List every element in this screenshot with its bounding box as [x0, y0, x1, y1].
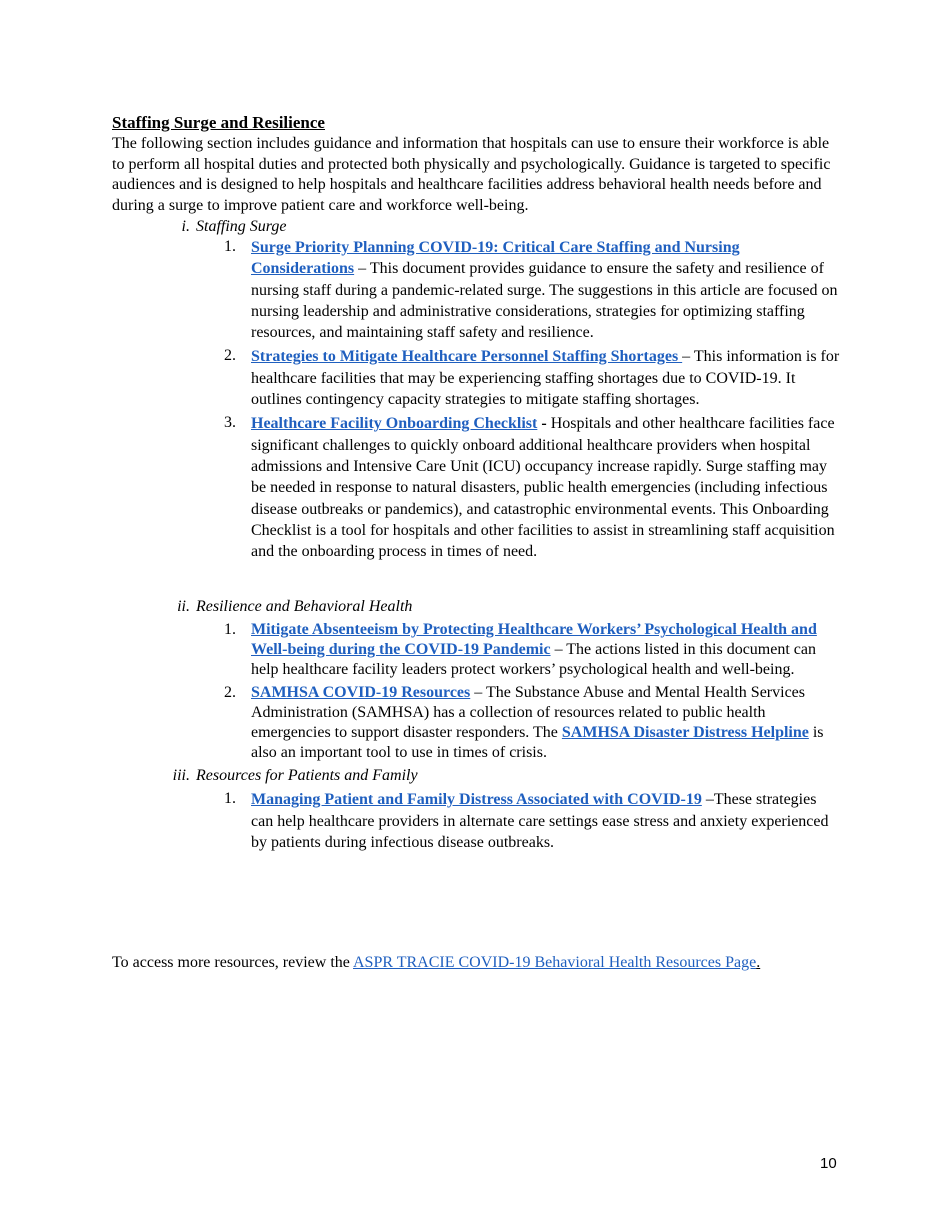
- resource-link[interactable]: SAMHSA COVID-19 Resources: [251, 684, 471, 702]
- item-description: This document provides guidance to ensure the safety and resilience of nursing staff during a pandemic-related surge. The suggestions in this article are focused on nursing leadership and administrative considerations, strategies for optimizing staffing resources, and maintaining staff safety and resilience.: [251, 260, 838, 342]
- list-item: [224, 683, 840, 763]
- section-intro: The following section includes guidance and information that hospitals can use to ensure their workforce is able to perform all hospital duties and protected both physically and psychologically. Guidance is targeted to specific audiences and is designed to help hospitals and healthcare facilities address behavioral health needs before and during a surge to improve patient care and workforce well-being.: [112, 135, 831, 214]
- item-description: These strategies can help healthcare providers in alternate care settings ease stress and anxiety experienced by patients during infectious disease outbreaks.: [251, 791, 829, 852]
- list-item: [224, 620, 840, 680]
- list-number: 2.: [224, 347, 236, 365]
- list-number: 1.: [224, 790, 236, 808]
- subsection-numeral: ii.: [177, 598, 190, 616]
- subsection-label: Resilience and Behavioral Health: [196, 598, 413, 616]
- subsection-label: Resources for Patients and Family: [196, 767, 418, 785]
- subsection-numeral: i.: [181, 218, 190, 235]
- item-description: The actions listed in this document can help healthcare facility leaders protect workers’ psychological health and well-being.: [251, 641, 816, 679]
- list-number: 3.: [224, 414, 236, 432]
- helpline-link[interactable]: SAMHSA Disaster Distress Helpline: [561, 724, 809, 742]
- list-item: [224, 413, 840, 562]
- list-item: [224, 789, 840, 853]
- footer-text: To access more resources, review the: [112, 954, 353, 971]
- subsection-title: [112, 596, 840, 617]
- subsection-label: Staffing Surge: [196, 218, 287, 235]
- resource-link[interactable]: Strategies to Mitigate Healthcare Personnel Staffing Shortages: [251, 348, 683, 366]
- item-description: Hospitals and other healthcare facilities face significant challenges to quickly onboard additional healthcare providers when hospital admissions and Intensive Care Unit (ICU) occupancy increase rapidly. Surge staffing may be needed in response to natural disasters, public health emergencies (including infectious disease outbreaks or pandemics), and catastrophic environmental events. This Onboarding Checklist is a tool for hospitals and other facilities to assist in streamlining staff acquisition and the onboarding process in times of need.: [251, 415, 835, 561]
- separator: –: [701, 791, 714, 809]
- item-description: The Substance Abuse and Mental Health Services Administration (SAMHSA) has a collection of resources related to public health emergencies to support disaster responders. The: [251, 684, 806, 742]
- page-number: 10: [820, 1155, 837, 1172]
- separator: –: [354, 260, 370, 278]
- resource-link[interactable]: Surge Priority Planning COVID-19: Critical Care Staffing and Nursing Considerations: [251, 239, 740, 278]
- document-page: [112, 112, 840, 853]
- list-item: [224, 237, 840, 343]
- list-number: 1.: [224, 238, 236, 255]
- resource-link[interactable]: Mitigate Absenteeism by Protecting Healthcare Workers’ Psychological Health and Well-being during the COVID-19 Pandemic: [251, 621, 817, 659]
- list-item: [224, 346, 840, 410]
- resource-link[interactable]: Managing Patient and Family Distress Associated with COVID-19: [251, 791, 702, 809]
- separator: –: [550, 641, 567, 659]
- subsection-numeral: iii.: [172, 767, 190, 785]
- list-number: 2.: [224, 684, 236, 702]
- aspr-tracie-link[interactable]: ASPR TRACIE COVID-19 Behavioral Health Resources Page: [353, 954, 757, 971]
- separator: -: [537, 415, 551, 433]
- separator: –: [682, 348, 694, 366]
- separator: –: [470, 684, 486, 702]
- resource-link[interactable]: Healthcare Facility Onboarding Checklist: [251, 415, 538, 433]
- list-number: 1.: [224, 621, 236, 639]
- footer-end: .: [756, 954, 761, 971]
- section-heading: Staffing Surge and Resilience: [112, 113, 325, 132]
- subsection-title: [112, 216, 840, 237]
- item-description-end: is also an important tool to use in times of crisis.: [251, 724, 824, 762]
- subsection-title: [112, 765, 840, 786]
- footer-line: [112, 954, 760, 972]
- item-description: This information is for healthcare facilities that may be experiencing staffing shortages due to COVID-19. It outlines contingency capacity strategies to mitigate staffing shortages.: [251, 348, 840, 409]
